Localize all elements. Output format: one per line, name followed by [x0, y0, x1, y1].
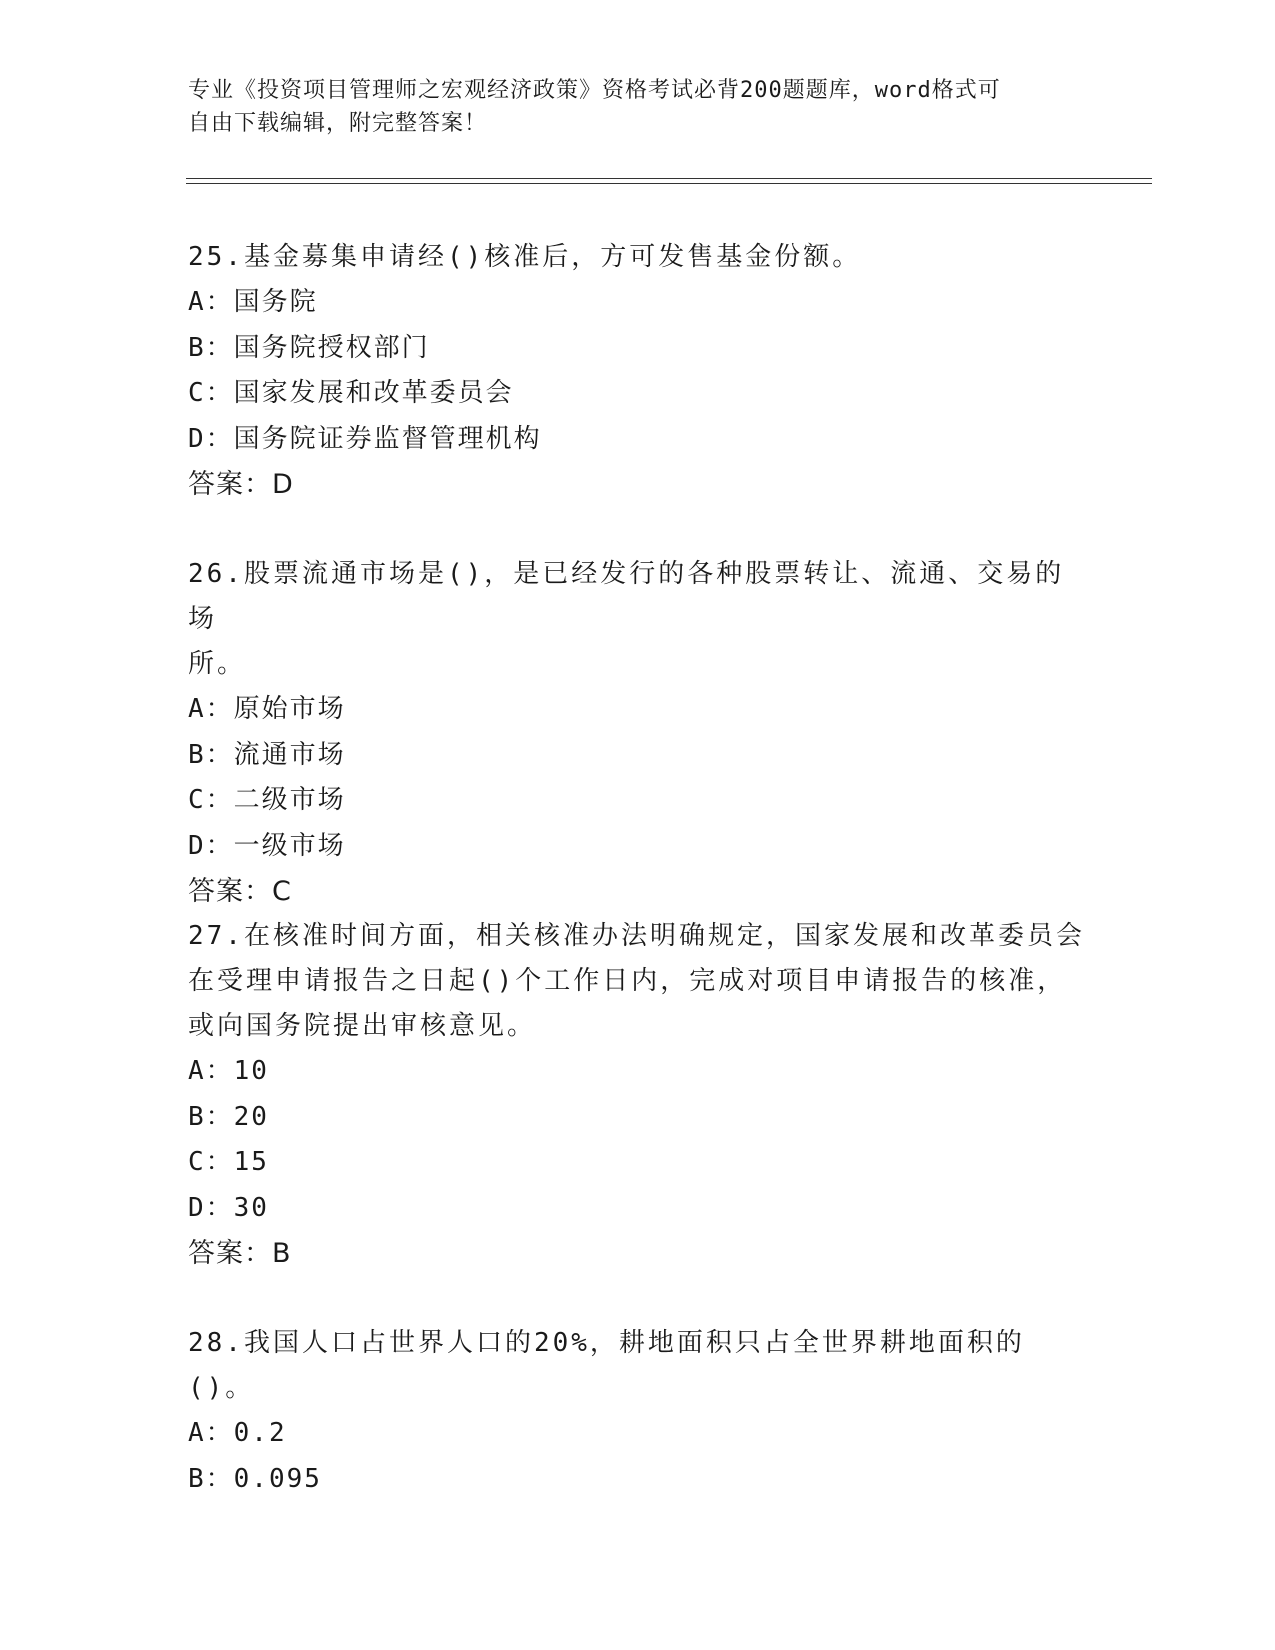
option-a: A：0.2 [188, 1418, 287, 1448]
option-c: C：国家发展和改革委员会 [188, 378, 514, 408]
question-stem-line-2: 在受理申请报告之日起()个工作日内，完成对项目申请报告的核准， [188, 966, 1067, 996]
header-line-1: 专业《投资项目管理师之宏观经济政策》资格考试必背200题题库，word格式可 [188, 78, 1001, 103]
option-b: B：0.095 [188, 1463, 322, 1494]
option-a: A：国务院 [188, 287, 318, 317]
answer: 答案：D [188, 469, 294, 500]
header-line-2: 自由下载编辑，附完整答案！ [188, 111, 488, 136]
option-d: D：国务院证券监督管理机构 [188, 423, 542, 454]
header-divider-bottom [186, 183, 1152, 184]
question-stem-line-1: 27.在核准时间方面，相关核准办法明确规定，国家发展和改革委员会 [188, 921, 1085, 951]
question-27 [188, 914, 1088, 1276]
question-stem: 28.我国人口占世界人口的20%，耕地面积只占全世界耕地面积的()。 [188, 1328, 1025, 1403]
answer: 答案：B [188, 1238, 292, 1269]
question-stem: 25.基金募集申请经()核准后，方可发售基金份额。 [188, 242, 862, 272]
option-a: A：原始市场 [188, 694, 346, 724]
option-c: C：二级市场 [188, 785, 346, 815]
question-stem-line-1: 26.股票流通市场是()，是已经发行的各种股票转让、流通、交易的场 [188, 559, 1065, 634]
document-header [188, 74, 1088, 140]
option-c: C：15 [188, 1147, 269, 1177]
header-divider-top [186, 178, 1152, 179]
option-a: A：10 [188, 1056, 269, 1086]
question-stem-line-2: 所。 [188, 649, 247, 679]
option-b: B：国务院授权部门 [188, 332, 430, 363]
answer: 答案：C [188, 876, 292, 907]
question-26 [188, 552, 1088, 914]
question-25 [188, 235, 1088, 507]
question-stem-line-3: 或向国务院提出审核意见。 [188, 1011, 537, 1041]
option-d: D：一级市场 [188, 830, 346, 861]
question-28 [188, 1321, 1088, 1502]
option-b: B：20 [188, 1101, 269, 1132]
option-d: D：30 [188, 1192, 269, 1223]
option-b: B：流通市场 [188, 739, 346, 770]
